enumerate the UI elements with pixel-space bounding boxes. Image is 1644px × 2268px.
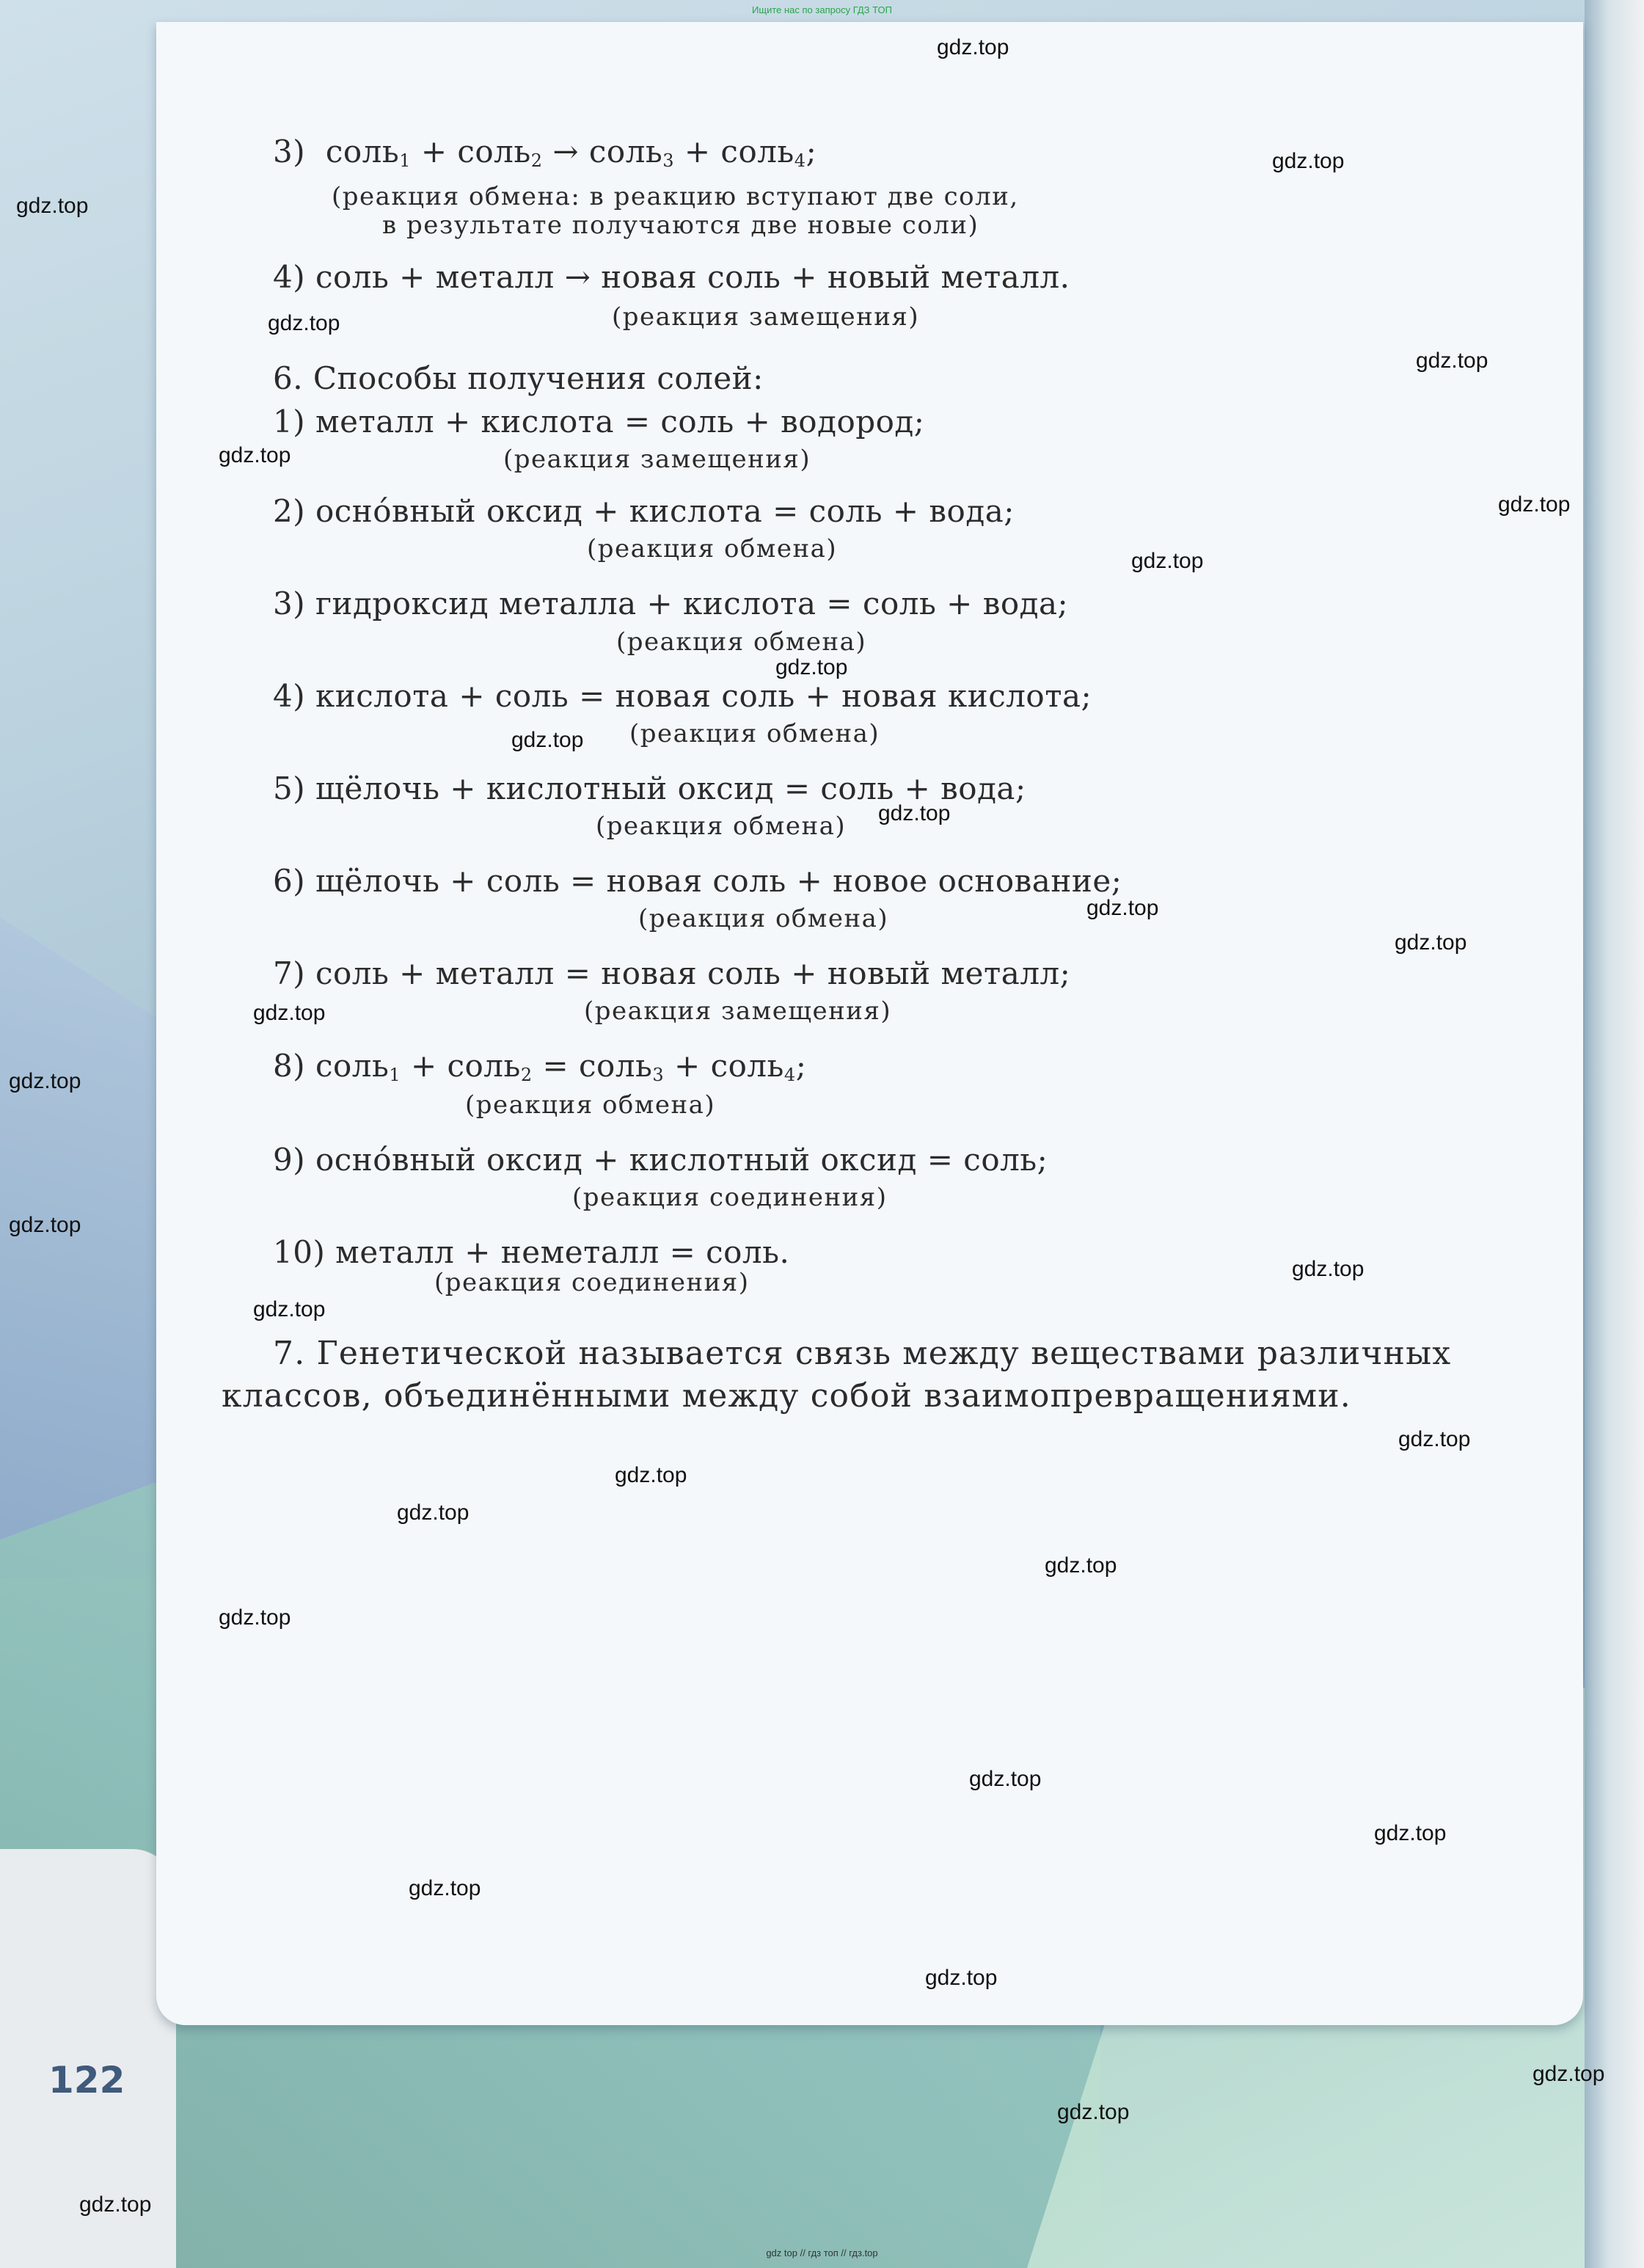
top-note: Ищите нас по запросу ГДЗ ТОП	[752, 4, 892, 15]
caption: (реакция соединения)	[572, 1183, 888, 1212]
caption: (реакция замещения)	[503, 445, 811, 474]
caption: (реакция обмена)	[465, 1090, 716, 1120]
method-3: 3) гидроксид металла + кислота = соль + вода;	[273, 586, 1069, 621]
caption: (реакция соединения)	[434, 1268, 750, 1297]
reaction-line-3	[273, 134, 816, 171]
formula: соль$_1$ + соль$_2$ = соль$_3$ + соль$_4$;	[315, 1048, 807, 1085]
watermark: gdz.top	[1398, 1427, 1471, 1451]
formula: соль$_1$ + соль$_2$ → соль$_3$ + соль$_4$;	[325, 134, 817, 171]
caption: (реакция обмена)	[638, 904, 889, 933]
caption: (реакция обмена)	[587, 534, 838, 564]
method-6: 6) щёлочь + соль = новая соль + новое основание;	[273, 863, 1122, 899]
watermark: gdz.top	[219, 443, 291, 467]
caption: (реакция обмена: в реакцию вступают две соли,	[332, 182, 1019, 211]
watermark: gdz.top	[253, 1297, 326, 1321]
watermark: gdz.top	[409, 1876, 481, 1900]
watermark: gdz.top	[1131, 549, 1204, 573]
watermark: gdz.top	[1395, 930, 1467, 955]
watermark: gdz.top	[1292, 1257, 1364, 1281]
method-9: 9) осно́вный оксид + кислотный оксид = соль;	[273, 1142, 1048, 1178]
watermark: gdz.top	[1086, 896, 1159, 920]
caption: (реакция замещения)	[584, 996, 892, 1026]
section-6-heading: 6. Способы получения солей:	[273, 360, 764, 396]
watermark: gdz.top	[9, 1213, 81, 1237]
method-7: 7) соль + металл = новая соль + новый металл;	[273, 955, 1071, 991]
method-2: 2) осно́вный оксид + кислота = соль + вода;	[273, 493, 1015, 529]
caption: в результате получаются две новые соли)	[382, 211, 979, 240]
watermark: gdz.top	[925, 1966, 998, 1990]
watermark: gdz.top	[79, 2192, 152, 2217]
watermark: gdz.top	[615, 1463, 687, 1487]
watermark: gdz.top	[1416, 349, 1488, 373]
section-7-line-1: 7. Генетической называется связь между веществами различных	[273, 1335, 1452, 1372]
method-5: 5) щёлочь + кислотный оксид = соль + вода;	[273, 770, 1026, 806]
watermark: gdz.top	[16, 194, 89, 218]
reaction-line-4: 4) соль + металл → новая соль + новый металл.	[273, 259, 1070, 295]
caption: (реакция замещения)	[612, 302, 920, 332]
watermark: gdz.top	[219, 1605, 291, 1630]
watermark: gdz.top	[1272, 149, 1345, 173]
watermark: gdz.top	[937, 35, 1009, 59]
method-8	[273, 1048, 806, 1085]
method-10: 10) металл + неметалл = соль.	[273, 1234, 790, 1270]
item-number: 8)	[273, 1048, 306, 1084]
watermark: gdz.top	[1532, 2062, 1605, 2086]
watermark: gdz.top	[1045, 1553, 1117, 1578]
bottom-note: gdz top // гдз топ // гдз.top	[766, 2247, 878, 2258]
watermark: gdz.top	[253, 1001, 326, 1025]
watermark: gdz.top	[878, 801, 951, 825]
book-edge	[1585, 0, 1644, 2268]
watermark: gdz.top	[969, 1767, 1042, 1791]
item-number: 3)	[273, 134, 306, 169]
method-1: 1) металл + кислота = соль + водород;	[273, 404, 925, 440]
section-7-line-2: классов, объединёнными между собой взаимопревращениями.	[222, 1377, 1351, 1415]
watermark: gdz.top	[511, 728, 584, 752]
caption: (реакция обмена)	[629, 719, 880, 748]
watermark: gdz.top	[397, 1501, 470, 1525]
watermark: gdz.top	[775, 655, 848, 679]
watermark: gdz.top	[1374, 1821, 1447, 1845]
watermark: gdz.top	[1498, 492, 1571, 517]
caption: (реакция обмена)	[616, 627, 867, 657]
caption: (реакция обмена)	[596, 812, 847, 841]
method-4: 4) кислота + соль = новая соль + новая кислота;	[273, 678, 1092, 714]
watermark: gdz.top	[268, 311, 340, 335]
page-number: 122	[48, 2059, 125, 2101]
watermark: gdz.top	[9, 1069, 81, 1093]
watermark: gdz.top	[1057, 2100, 1130, 2124]
